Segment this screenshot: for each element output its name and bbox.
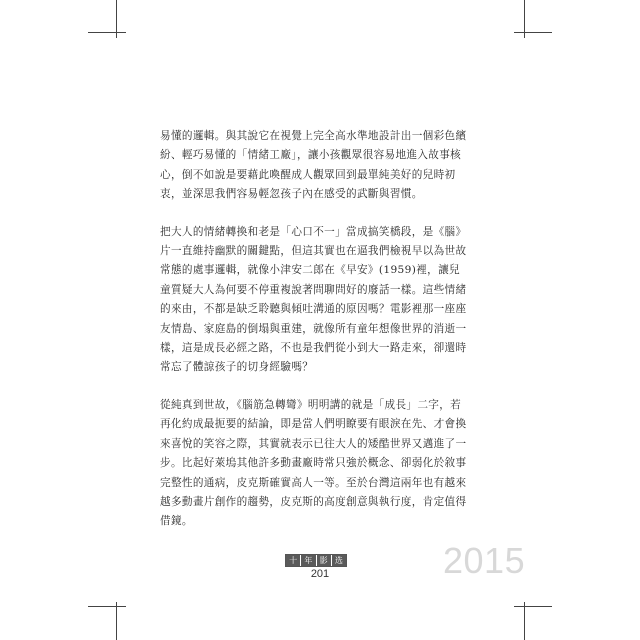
crop-mark bbox=[524, 0, 525, 38]
text-line: 的來由，不都是缺乏聆聽與傾吐溝通的原因嗎？電影裡那一座座 bbox=[160, 303, 467, 316]
text-line: 借鏡。 bbox=[160, 515, 193, 528]
crop-mark bbox=[88, 606, 126, 607]
crop-mark bbox=[514, 32, 552, 33]
text-line: 從純真到世故，《腦筋急轉彎》明明講的就是「成長」二字，若 bbox=[160, 398, 462, 411]
text-line: 紛、輕巧易懂的「情緒工廠」，讓小孩觀眾很容易地進入故事核 bbox=[160, 149, 462, 162]
text-line: 易懂的邏輯。與其說它在視覺上完全高水準地設計出一個彩色繽 bbox=[160, 130, 467, 142]
text-line: 完整性的通病，皮克斯確實高人一等。至於台灣這兩年也有越來 bbox=[160, 476, 467, 489]
text-line: 步。比起好萊塢其他許多動畫廠時常只強於概念、卻弱化於敘事 bbox=[160, 457, 467, 470]
logo-char: 年 bbox=[301, 555, 316, 566]
crop-mark bbox=[524, 602, 525, 640]
crop-mark bbox=[88, 32, 126, 33]
text-line: 再化約成最扼要的結論，即是當人們明瞭要有眼淚在先、才會換 bbox=[160, 418, 467, 431]
year-watermark: 2015 bbox=[443, 540, 526, 581]
text-line: 衷，並深思我們容易輕忽孩子內在感受的武斷與習慣。 bbox=[160, 188, 423, 201]
logo-char: 十 bbox=[286, 555, 301, 566]
text-line: 樣，這是成長必經之路，不也是我們從小到大一路走來，卻還時 bbox=[160, 342, 467, 355]
body-text bbox=[160, 127, 494, 550]
series-logo bbox=[285, 554, 347, 567]
text-line: 越多動畫片創作的趨勢，皮克斯的高度創意與執行度，肯定值得 bbox=[160, 495, 467, 508]
crop-mark bbox=[116, 0, 117, 38]
crop-mark bbox=[116, 602, 117, 640]
page-number: 201 bbox=[310, 568, 330, 580]
logo-char: 影 bbox=[317, 555, 332, 566]
text-line: 常忘了體諒孩子的切身經驗嗎？ bbox=[160, 361, 314, 374]
text-line: 友情島、家庭島的倒塌與重建，就像所有童年想像世界的消逝一 bbox=[160, 322, 467, 335]
paragraph bbox=[160, 127, 494, 205]
text-line: 把大人的情緒轉換和老是「心口不一」當成搞笑橋段，是《腦》 bbox=[160, 225, 467, 238]
paragraph bbox=[160, 223, 494, 378]
logo-char: 选 bbox=[332, 555, 346, 566]
paragraph bbox=[160, 396, 494, 532]
text-line: 心，倒不如說是要藉此喚醒成人觀眾回到最單純美好的兒時初 bbox=[160, 168, 456, 181]
text-line: 片一直維持幽默的關鍵點，但這其實也在逼我們檢視早以為世故 bbox=[160, 245, 467, 258]
text-line: 童質疑大人為何要不停重複說著問聊問好的廢話一樣。這些情緒 bbox=[160, 283, 467, 296]
crop-mark bbox=[514, 606, 552, 607]
text-line: 來喜悅的笑容之際，其實就表示已往大人的矮酷世界又邁進了一 bbox=[160, 437, 467, 450]
text-line: 常態的處事邏輯，就像小津安二郎在《早安》(1959)裡，讓兒 bbox=[160, 264, 460, 277]
